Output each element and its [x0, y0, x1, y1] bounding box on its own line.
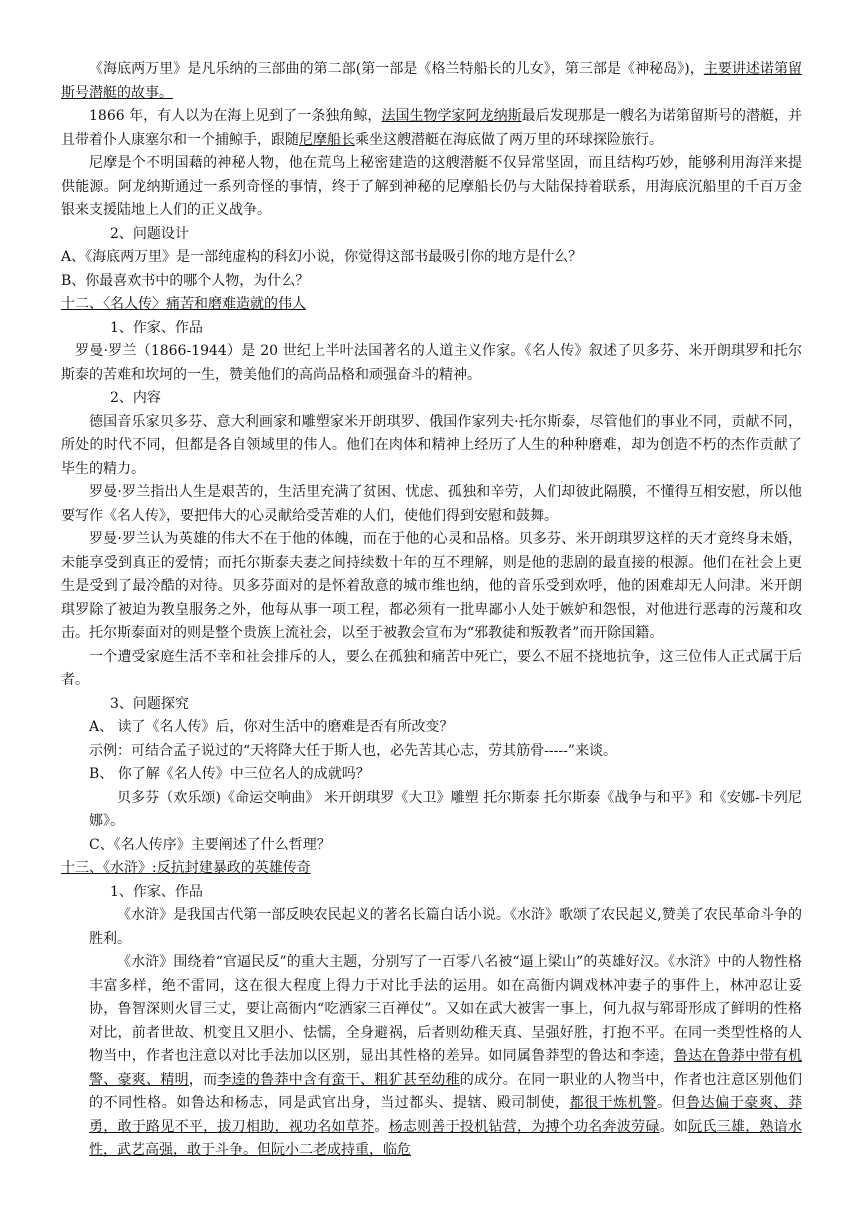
- underlined-text: 尼摩船长: [299, 131, 355, 148]
- text-span: 最后发现那是一艘名为诺第留斯号的潜艇，并且带着仆人康塞尔和一个捕鲸手，跟随: [61, 108, 803, 148]
- paragraph-nemo: 尼摩是个不明国藉的神秘人物，他在荒鸟上秘密建造的这艘潜艇不仅异常坚固，而且结构巧妙，能够利用海洋来提供能源。阿龙纳斯通过一系列奇怪的事情，终于了解到神秘的尼摩船长仍与大陆保持着联系，用海底沉船里的千百万金银来支援陆地上人们的正义战争。: [61, 155, 802, 218]
- underlined-text: 法国生物学家阿龙纳斯: [381, 108, 522, 124]
- text-span: 1866 年，有人以为在海上见到了一条独角鲸，: [89, 108, 382, 124]
- question-a: A、 读了《名人传》后，你对生活中的磨难是否有所改变？: [89, 719, 454, 735]
- underlined-text: 主要讲述诺第留斯号潜艇的故事。: [61, 61, 803, 101]
- paragraph-romain-rolland: 罗曼·罗兰（1866-1944）是 20 世纪上半叶法国著名的人道主义作家。《名人传》叙述了贝多芬、米开朗琪罗和托尔斯泰的苦难和坎坷的一生，赞美他们的高尚品格和顽强奋斗的精神。: [61, 343, 802, 383]
- underlined-text: 李逵的鲁莽中含有蛮干、粗犷甚至幼稚: [217, 1071, 460, 1088]
- text-span: 。但: [656, 1095, 687, 1111]
- question-a: A、《海底两万里》是一部纯虚构的科幻小说，你觉得这部书最吸引你的地方是什么？: [61, 249, 583, 265]
- subheading-content: 2、内容: [110, 390, 161, 406]
- text-span: 。如: [659, 1118, 689, 1135]
- underlined-text: 鲁达偏于豪爽、莽勇，敢于路见不平，拔刀相助，视功名如草芥: [89, 1095, 802, 1135]
- subheading-author-works: 1、作家、作品: [110, 319, 203, 336]
- paragraph-content-1: 德国音乐家贝多芬、意大利画家和雕塑家米开朗琪罗、俄国作家列夫·托尔斯泰，尽管他们的事业不同，贡献不同，所处的时代不同，但都是各自领域里的伟人。他们在肉体和精神上经历了人生的种种磨难，却为创造不朽的杰作贡献了毕生的精力。: [61, 413, 802, 477]
- underlined-text: 鲁达在鲁莽中带有机警、豪爽、精明: [89, 1048, 802, 1088]
- text-span: ，而: [188, 1071, 218, 1088]
- subheading-question-explore: 3、问题探究: [110, 695, 189, 712]
- paragraph-plot: [61, 105, 802, 152]
- paragraph-shuihu-2: [61, 951, 802, 1163]
- question-b: B、 你了解《名人传》中三位名人的成就吗？: [89, 766, 370, 782]
- text-span: 。: [374, 1118, 389, 1135]
- question-c: C、《名人传序》主要阐述了什么哲理？: [89, 836, 331, 853]
- underlined-text: 都很干炼机警: [569, 1095, 657, 1111]
- text-span: 《水浒》围绕着“官逼民反”的重大主题，分别写了一百零八名被“逼上梁山”的英雄好汉。《水浒》中的人物性格丰富多样，绝不雷同，这在很大程度上得力于对比手法的运用。如在高衙内调戏林冲妻子的事件上，林冲忍让妥协，鲁智深则火冒三丈，要让高衙内“吃洒家三百禅仗”。又如在武大被害一事上，何九叔与郓哥形成了鲜明的性格对比，前者世故、机变且又胆小、怯懦，全身避祸，后者则幼稚天真、呈强好胜，打抱不平。在同一类型性格的人物当中，作者也注意以对比手法加以区别，显出其性格的差异。如同属鲁莽型的鲁达和李逵，: [89, 954, 802, 1064]
- underlined-text: 杨志则善于投机钻营，为搏个功名奔波劳碌: [388, 1118, 660, 1135]
- section-heading-12: 十二、〈名人传〉痛苦和磨难造就的伟人: [61, 296, 306, 312]
- subheading-author-works: 1、作家、作品: [110, 883, 203, 900]
- text-span: 《海底两万里》是凡乐纳的三部曲的第二部(第一部是《格兰特船长的儿女》，第三部是《神秘岛》)，: [89, 61, 704, 77]
- paragraph-content-3: 罗曼·罗兰认为英雄的伟大不在于他的体魄，而在于他的心灵和品格。贝多芬、米开朗琪罗这样的天才竟终身未婚，未能享受到真正的爱情；而托尔斯泰夫妻之间持续数十年的互不理解，则是他的悲剧的最直接的根源。他们在社会上更生是受到了最冷酷的对待。贝多芬面对的是怀着敌意的城市维也纳，他的音乐受到欢呼，他的困难却无人问津。米开朗琪罗除了被迫为教皇服务之外，他每从事一项工程，都必须有一批卑鄙小人处于嫉妒和怨恨，对他进行恶毒的污蔑和攻击。托尔斯泰面对的则是整个贵族上流社会，以至于被教会宣布为“邪教徒和叛教者”而开除国籍。: [61, 531, 802, 641]
- section-heading-13: 十三、《水浒》:反抗封建暴政的英雄传奇: [61, 860, 311, 876]
- paragraph-content-2: 罗曼·罗兰指出人生是艰苦的，生活里充满了贫困、忧虑、孤独和辛劳，人们却彼此隔膜，不懂得互相安慰，所以他要写作《名人传》，要把伟大的心灵献给受苦难的人们，使他们得到安慰和鼓舞。: [61, 484, 802, 524]
- paragraph-content-4: 一个遭受家庭生活不幸和社会排斥的人，要么在孤独和痛苦中死亡，要么不屈不挠地抗争，这三位伟人正式属于后者。: [61, 648, 802, 688]
- text-span: 乘坐这艘潜艇在海底做了两万里的环球探险旅行。: [355, 131, 663, 148]
- subheading-question-design: 2、问题设计: [110, 225, 189, 242]
- text-span: 的成分。在同一职业的人物当中，作者也注意区别他们的不同性格。如鲁达和杨志，同是武官出身，当过都头、提辖、殿司制使，: [89, 1071, 803, 1111]
- underlined-text: 阮氏三雄，熟谙水性，武艺高强，敢于斗争。但阮小二老成持重，临危: [89, 1118, 803, 1158]
- example-text: 示例：可结合孟子说过的“天将降大任于斯人也，必先苦其心志，劳其筋骨-----”来谈。: [89, 742, 617, 759]
- paragraph-shuihu-1: 《水浒》是我国古代第一部反映农民起义的著名长篇白话小说。《水浒》歌颂了农民起义,赞美了农民革命斗争的胜利。: [89, 907, 802, 947]
- answer-b: 贝多芬（欢乐颂)《命运交响曲》 米开朗琪罗《大卫》雕塑 托尔斯泰 托尔斯泰《战争与和平》和《安娜-卡列尼娜》。: [89, 789, 802, 829]
- paragraph-intro-summary: [61, 58, 802, 105]
- question-b: B、你最喜欢书中的哪个人物，为什么？: [61, 272, 310, 289]
